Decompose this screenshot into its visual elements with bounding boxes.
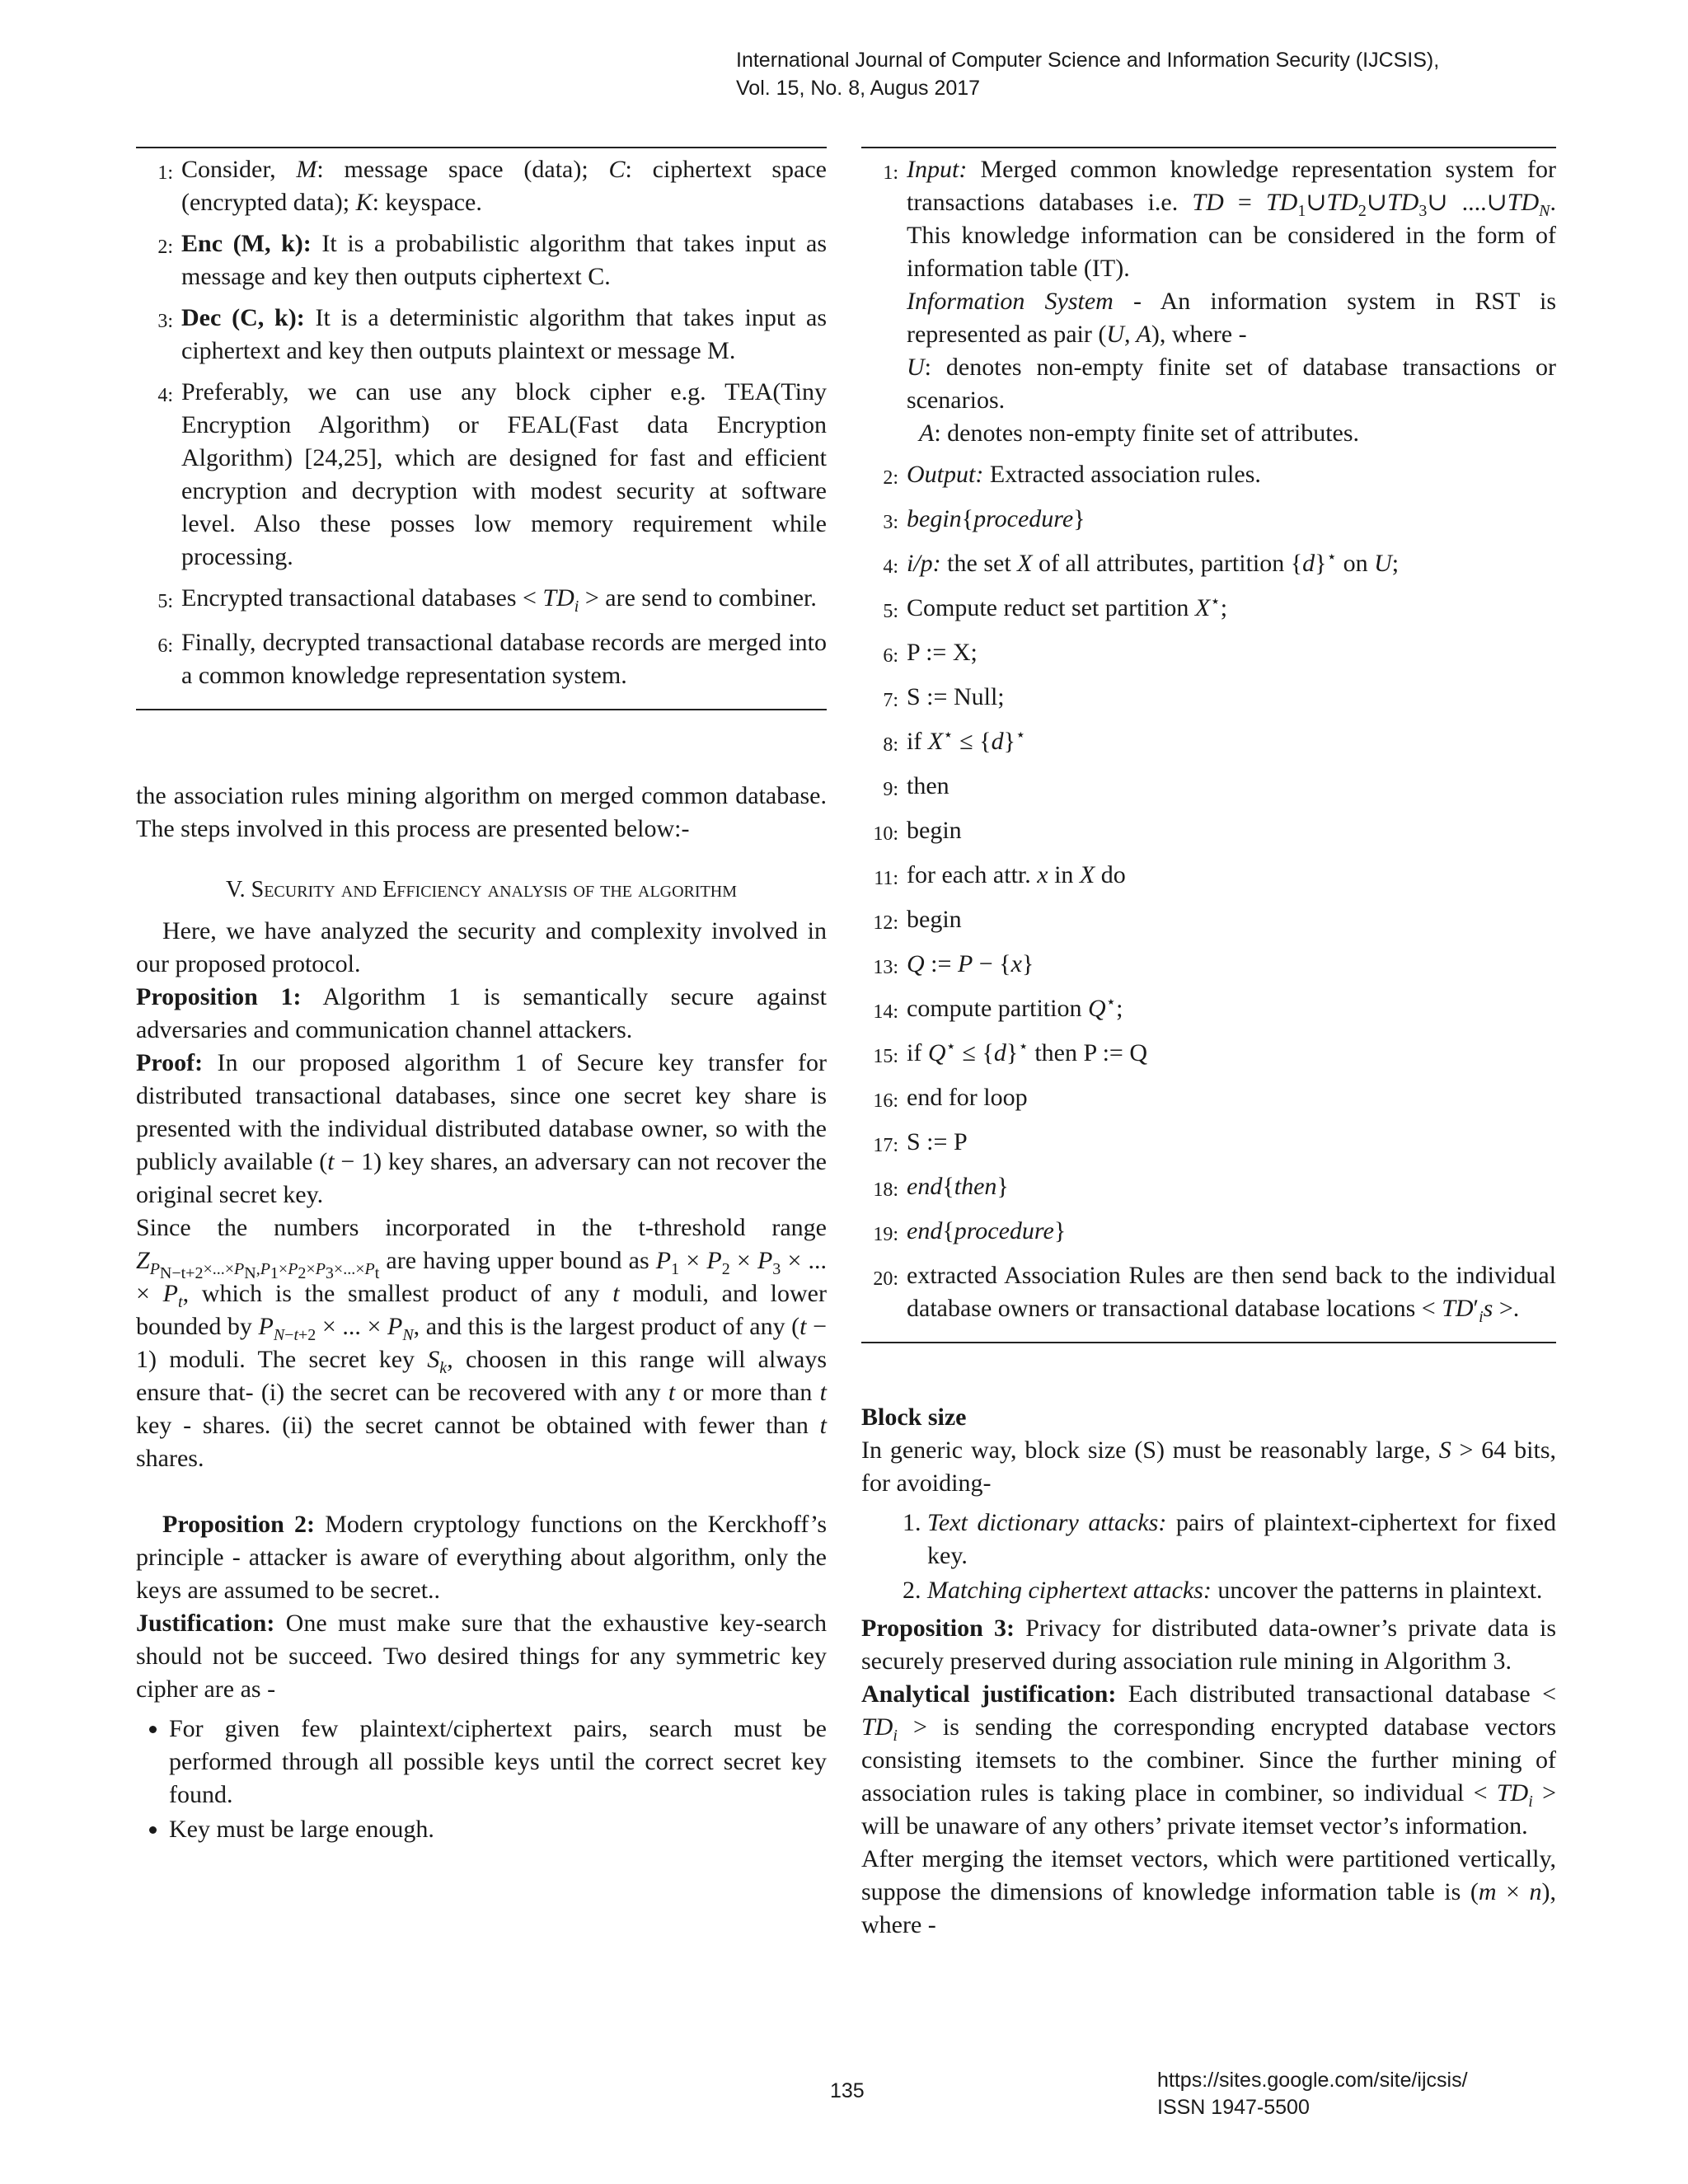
footer-url: https://sites.google.com/site/ijcsis/ [1157,2069,1468,2092]
step-number: 9: [883,779,898,800]
justification-text: One must make sure that the exhaustive key-search should not be succeed. Two desired things for any symmetric key cipher are as - [136,1610,827,1703]
algorithm-step [861,948,1556,984]
proposition-1-label: Proposition 1: [136,983,302,1010]
step-text: begin{procedure} [907,505,1085,532]
block-size-title: Block size [861,1404,967,1431]
step-text: for each attr. x in X do [907,861,1126,888]
proposition-3 [861,1612,1556,1678]
algorithm-step [861,681,1556,717]
block-size-heading [861,1401,1556,1434]
step-number: 17: [873,1135,898,1156]
analytical-justification [861,1678,1556,1843]
algorithm-step [136,582,827,618]
algorithm-step [861,1215,1556,1251]
right-column [861,147,1556,1942]
step-number: 8: [883,734,898,756]
algorithm-step [861,814,1556,851]
step-number: 12: [873,912,898,934]
step-number: 13: [873,957,898,978]
step-number: 5: [157,591,173,612]
step-number: 7: [883,690,898,711]
step-text: Output: Extracted association rules. [907,461,1261,488]
algorithm-step [861,592,1556,628]
left-column [136,147,827,1848]
proposition-3-label: Proposition 3: [861,1615,1015,1642]
algorithm-step [861,725,1556,762]
step-text: Consider, M: message space (data); C: ciphertext space (encrypted data); K: keyspace. [181,156,827,216]
algorithm-step [861,1259,1556,1325]
step-number: 3: [883,512,898,533]
proposition-2 [136,1508,827,1607]
block-size-text: In generic way, block size (S) must be reasonably large, S > 64 bits, for avoiding- [861,1436,1556,1497]
algorithm-step [861,636,1556,673]
algorithm-step [861,1170,1556,1207]
algorithm-step [861,770,1556,806]
section-title: Security and Efficiency analysis of the algorithm [251,877,737,902]
step-text: if Q⋆ ≤ {d}⋆ then P := Q [907,1038,1147,1066]
algorithm-step [861,903,1556,940]
attack-label: Matching ciphertext attacks: [927,1577,1212,1604]
proposition-2-text: Modern cryptology functions on the Kerckhoff’s principle - attacker is aware of everything about algorithm, only the keys are assumed to be secret.. [136,1511,828,1604]
step-number: 1: [883,162,898,184]
step-number: 5: [883,601,898,622]
step-text: Dec (C, k): It is a deterministic algorithm that takes input as ciphertext and key then outputs plaintext or message M. [181,304,828,364]
list-item: • Key must be large enough. [169,1813,827,1846]
algorithm-step [861,1081,1556,1118]
algorithm-step [136,302,827,368]
attacks-list [861,1507,1556,1607]
algorithm-step [861,1126,1556,1162]
journal-header [736,46,1643,102]
attack-text: uncover the patterns in plaintext. [1217,1577,1543,1604]
step-number: 4: [883,556,898,578]
attack-text: pairs of plaintext-ciphertext for fixed key. [927,1509,1556,1569]
step-text: S := Null; [907,683,1005,710]
step-text: S := P [907,1128,968,1155]
step-text: Finally, decrypted transactional database records are merged into a common knowledge representation system. [181,629,827,689]
step-number: 2: [157,237,173,258]
section-heading [136,874,827,907]
proof-label: Proof: [136,1049,204,1076]
merging-paragraph: After merging the itemset vectors, which were partitioned vertically, suppose the dimensions of knowledge information table is (m × n), where - [861,1845,1557,1938]
step-text: end for loop [907,1084,1028,1111]
section-number: V. [226,877,246,902]
step-number: 2: [883,467,898,489]
algorithm-step [861,547,1556,583]
proposition-1-text: Algorithm 1 is semantically secure against adversaries and communication channel attackers. [136,983,828,1043]
justification-label: Justification: [136,1610,275,1637]
threshold-paragraph: Since the numbers incorporated in the t-threshold range $Z_{P_{N-t+2}\times...\times P_N,P_1\times P_2\times P_3\times...\times P_t}$ are having upper bound as $P_1 \times P_2 \times P_3$ × ... × $P_t$, which is the smallest product of any t moduli, and lower bounded by $P_{N-t+2}$ × ... × $P_N$, and this is the largest product of any (t − 1) moduli. The secret key $S_k$, choosen in this range will always ensure that- (i) the secret can be recovered with any t or more than t key - shares. (ii) the secret cannot be obtained with fewer than t shares. [136,1214,828,1472]
step-text: if X⋆ ≤ {d}⋆ [907,726,1026,755]
step-number: 3: [157,311,173,332]
step-text: Encrypted transactional databases < $TD_i$ > are send to combiner. [181,584,817,616]
step-number: 18: [873,1179,898,1201]
step-number: 15: [873,1046,898,1067]
step-number: 16: [873,1090,898,1112]
page-number: 135 [830,2079,865,2102]
algorithm-step [861,1037,1556,1073]
step-text: Enc (M, k): It is a probabilistic algorithm that takes input as message and key then outputs ciphertext C. [181,230,827,290]
step-number: 6: [883,645,898,667]
step-text: begin [907,817,962,844]
algorithm-block-left [136,147,827,710]
analytical-justification-text: Each distributed transactional database < $TD_i$ > is sending the corresponding encrypted database vectors consisting itemsets to the combiner. Since the further mining of association rules is taking place in combiner, so individual < $TD_i$ > will be unaware of any others’ private itemset vector’s information. [861,1680,1557,1840]
intro-paragraph: the association rules mining algorithm on merged common database. The steps involved in this process are presented below:- [136,782,827,842]
step-number: 4: [157,385,173,406]
proof-text: In our proposed algorithm 1 of Secure key transfer for distributed transactional databases, since one secret key share is presented with the individual distributed database owner, so with the publicly available (t − 1) key shares, an adversary can not recover the original secret key. [136,1049,828,1208]
step-text: i/p: the set X of all attributes, partition {d}⋆ on U; [907,548,1400,577]
footer-info [1157,2067,1468,2121]
security-intro: Here, we have analyzed the security and complexity involved in our proposed protocol. [136,917,827,977]
step-number: 10: [873,823,898,845]
step-number: 1: [157,162,173,184]
journal-volume: Vol. 15, No. 8, Augus 2017 [736,77,981,100]
step-number: 6: [157,635,173,657]
step-text: extracted Association Rules are then send back to the individual database owners or transactional database locations < $TD'_is$ >. [907,1262,1556,1326]
requirements-list [136,1713,827,1846]
footer-issn: ISSN 1947-5500 [1157,2096,1310,2119]
analytical-justification-label: Analytical justification: [861,1680,1117,1708]
step-number: 20: [873,1268,898,1290]
proposition-2-label: Proposition 2: [162,1511,316,1538]
algorithm-step [861,503,1556,539]
step-text: Q := P − {x} [907,950,1034,977]
step-text: end{procedure} [907,1217,1067,1244]
algorithm-step [861,859,1556,895]
proof [136,1047,827,1212]
step-text: Input: Merged common knowledge representation system for transactions databases i.e. TD = $TD_1\cup TD_2\cup TD_3\cup$ $....\cup TD_N$. This knowledge information can be considered in the form of information table (IT). Information System - An information system in RST is represented as pair (U, A), where - U: denotes non-empty finite set of database transactions or scenarios. A: denotes non-empty finite set of attributes. [907,156,1557,447]
step-text: P := X; [907,639,978,666]
list-item: • For given few plaintext/ciphertext pairs, search must be performed through all possible keys until the correct secret key found. [169,1713,827,1811]
justification [136,1607,827,1706]
step-text: then [907,772,950,799]
step-text: begin [907,906,962,933]
step-number: 19: [873,1224,898,1245]
algorithm-step [136,626,827,692]
algorithm-step [136,153,827,219]
algorithm-step [861,992,1556,1029]
algorithm-step [136,376,827,574]
algorithm-step [861,458,1556,494]
list-item [927,1574,1556,1607]
step-text: compute partition Q⋆; [907,993,1123,1022]
step-number: 14: [873,1001,898,1023]
list-item [927,1507,1556,1572]
proposition-1 [136,981,827,1047]
journal-title: International Journal of Computer Science and Information Security (IJCSIS), [736,49,1440,72]
step-text: Preferably, we can use any block cipher e.g. TEA(Tiny Encryption Algorithm) or FEAL(Fast data Encryption Algorithm) [24,25], which are designed for fast and efficient encryption and decryption with modest security at software level. Also these posses low memory requirement while processing. [181,378,827,570]
algorithm-step [136,227,827,293]
proposition-3-text: Privacy for distributed data-owner’s private data is securely preserved during association rule mining in Algorithm 3. [861,1615,1557,1675]
step-text: Compute reduct set partition X⋆; [907,593,1228,621]
attack-label: Text dictionary attacks: [927,1509,1167,1536]
step-text: end{then} [907,1173,1009,1200]
step-number: 11: [874,868,898,889]
algorithm-block-right [861,147,1556,1343]
algorithm-step [861,153,1556,450]
